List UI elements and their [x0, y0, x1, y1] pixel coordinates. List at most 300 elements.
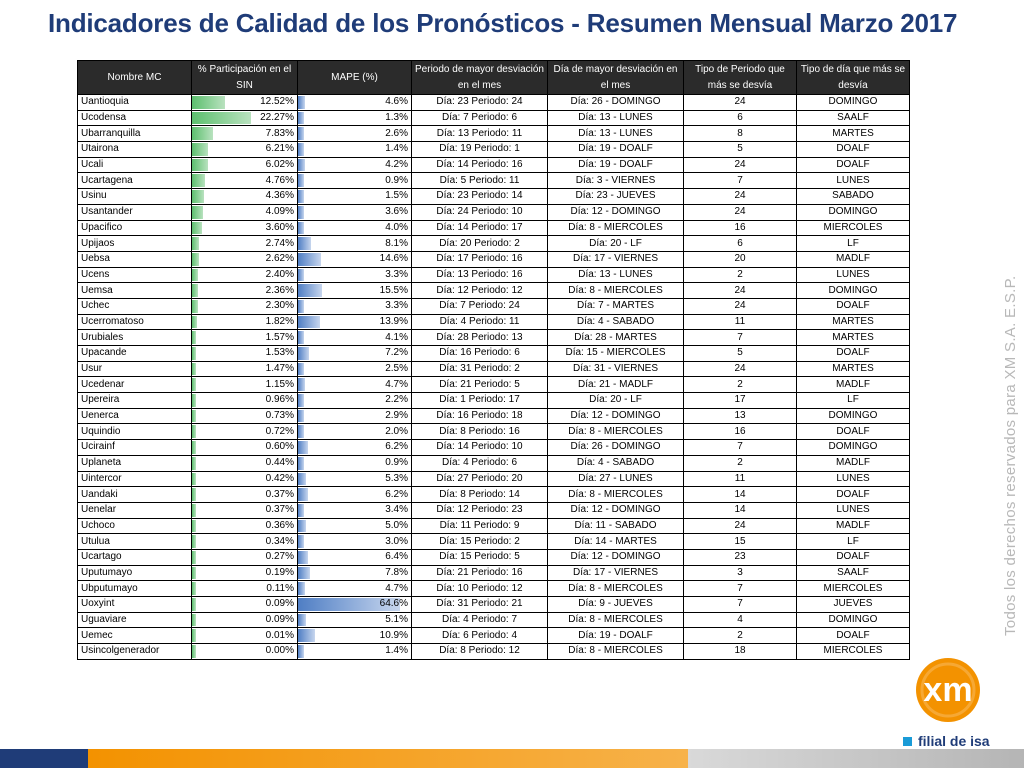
participacion-value: 0.60% [265, 441, 294, 453]
cell-tipo-dia: SAALF [797, 565, 910, 581]
mape-value: 2.6% [385, 127, 408, 139]
footer-segment-blue [0, 749, 88, 768]
mape-data-bar [298, 96, 305, 109]
header-participacion: % Participación en el SIN [192, 61, 298, 95]
cell-tipo-dia: DOALF [797, 157, 910, 173]
participacion-value: 0.01% [265, 629, 294, 641]
cell-nombre-mc: Uenelar [78, 502, 192, 518]
cell-mape [298, 298, 412, 314]
participacion-data-bar [192, 300, 198, 313]
subsidiary-label [903, 733, 990, 749]
cell-mape [298, 597, 412, 613]
cell-participacion [192, 502, 298, 518]
mape-data-bar [298, 269, 304, 282]
cell-dia-desviacion: Día: 28 - MARTES [548, 330, 684, 346]
cell-tipo-periodo: 7 [684, 330, 797, 346]
participacion-value: 0.19% [265, 566, 294, 578]
participacion-value: 0.72% [265, 425, 294, 437]
cell-tipo-dia: DOMINGO [797, 204, 910, 220]
cell-mape [298, 314, 412, 330]
cell-nombre-mc: Uoxyint [78, 597, 192, 613]
participacion-value: 22.27% [260, 112, 294, 124]
participacion-value: 0.27% [265, 551, 294, 563]
cell-periodo-desviacion: Día: 24 Periodo: 10 [412, 204, 548, 220]
cell-nombre-mc: Ucartago [78, 549, 192, 565]
cell-dia-desviacion: Día: 3 - VIERNES [548, 173, 684, 189]
mape-data-bar [298, 237, 311, 250]
cell-participacion [192, 487, 298, 503]
participacion-data-bar [192, 629, 196, 642]
cell-tipo-periodo: 24 [684, 204, 797, 220]
mape-value: 1.3% [385, 112, 408, 124]
mape-value: 4.1% [385, 331, 408, 343]
cell-mape [298, 424, 412, 440]
cell-dia-desviacion: Día: 19 - DOALF [548, 628, 684, 644]
cell-dia-desviacion: Día: 19 - DOALF [548, 142, 684, 158]
mape-value: 6.2% [385, 488, 408, 500]
cell-tipo-periodo: 7 [684, 440, 797, 456]
cell-dia-desviacion: Día: 8 - MIERCOLES [548, 612, 684, 628]
mape-value: 6.4% [385, 551, 408, 563]
cell-nombre-mc: Uquindio [78, 424, 192, 440]
mape-data-bar [298, 645, 304, 658]
cell-mape [298, 346, 412, 362]
forecast-quality-table [77, 60, 910, 660]
cell-periodo-desviacion: Día: 8 Periodo: 14 [412, 487, 548, 503]
mape-value: 4.0% [385, 221, 408, 233]
mape-value: 7.8% [385, 566, 408, 578]
mape-data-bar [298, 425, 304, 438]
cell-periodo-desviacion: Día: 12 Periodo: 12 [412, 283, 548, 299]
cell-tipo-dia: MARTES [797, 361, 910, 377]
cell-mape [298, 471, 412, 487]
cell-participacion [192, 204, 298, 220]
cell-tipo-periodo: 8 [684, 126, 797, 142]
cell-nombre-mc: Uantioquia [78, 95, 192, 111]
mape-data-bar [298, 127, 304, 140]
cell-mape [298, 236, 412, 252]
mape-value: 8.1% [385, 237, 408, 249]
mape-data-bar [298, 363, 304, 376]
participacion-data-bar [192, 316, 197, 329]
cell-mape [298, 393, 412, 409]
cell-dia-desviacion: Día: 13 - LUNES [548, 126, 684, 142]
cell-dia-desviacion: Día: 15 - MIERCOLES [548, 346, 684, 362]
cell-nombre-mc: Uplaneta [78, 455, 192, 471]
cell-participacion [192, 471, 298, 487]
table-row [78, 142, 910, 158]
cell-dia-desviacion: Día: 8 - MIERCOLES [548, 220, 684, 236]
mape-value: 10.9% [379, 629, 408, 641]
mape-value: 2.9% [385, 410, 408, 422]
cell-periodo-desviacion: Día: 13 Periodo: 16 [412, 267, 548, 283]
mape-data-bar [298, 174, 304, 187]
cell-nombre-mc: Ucartagena [78, 173, 192, 189]
cell-periodo-desviacion: Día: 27 Periodo: 20 [412, 471, 548, 487]
cell-tipo-periodo: 7 [684, 581, 797, 597]
mape-data-bar [298, 488, 308, 501]
mape-data-bar [298, 567, 310, 580]
cell-tipo-dia: MIERCOLES [797, 644, 910, 660]
cell-dia-desviacion: Día: 12 - DOMINGO [548, 549, 684, 565]
cell-periodo-desviacion: Día: 23 Periodo: 24 [412, 95, 548, 111]
cell-dia-desviacion: Día: 12 - DOMINGO [548, 502, 684, 518]
cell-tipo-dia: SABADO [797, 189, 910, 205]
cell-periodo-desviacion: Día: 6 Periodo: 4 [412, 628, 548, 644]
table-row [78, 330, 910, 346]
cell-dia-desviacion: Día: 8 - MIERCOLES [548, 644, 684, 660]
cell-tipo-periodo: 7 [684, 597, 797, 613]
cell-nombre-mc: Upacifico [78, 220, 192, 236]
cell-tipo-periodo: 13 [684, 408, 797, 424]
mape-value: 15.5% [379, 284, 408, 296]
cell-tipo-periodo: 24 [684, 157, 797, 173]
table-row [78, 283, 910, 299]
cell-nombre-mc: Uguaviare [78, 612, 192, 628]
cell-nombre-mc: Utairona [78, 142, 192, 158]
cell-tipo-periodo: 24 [684, 518, 797, 534]
cell-periodo-desviacion: Día: 5 Periodo: 11 [412, 173, 548, 189]
mape-data-bar [298, 551, 308, 564]
cell-nombre-mc: Ucerromatoso [78, 314, 192, 330]
cell-mape [298, 628, 412, 644]
cell-participacion [192, 126, 298, 142]
participacion-data-bar [192, 112, 251, 125]
cell-participacion [192, 142, 298, 158]
subsidiary-text: filial de isa [918, 733, 990, 749]
table-row [78, 502, 910, 518]
cell-tipo-periodo: 15 [684, 534, 797, 550]
cell-nombre-mc: Ucedenar [78, 377, 192, 393]
mape-data-bar [298, 582, 305, 595]
mape-value: 2.0% [385, 425, 408, 437]
cell-mape [298, 487, 412, 503]
cell-periodo-desviacion: Día: 7 Periodo: 24 [412, 298, 548, 314]
cell-tipo-dia: MADLF [797, 518, 910, 534]
cell-tipo-dia: LUNES [797, 502, 910, 518]
cell-tipo-dia: MARTES [797, 314, 910, 330]
cell-nombre-mc: Ubarranquilla [78, 126, 192, 142]
cell-dia-desviacion: Día: 20 - LF [548, 393, 684, 409]
cell-participacion [192, 330, 298, 346]
participacion-data-bar [192, 520, 196, 533]
table-row [78, 298, 910, 314]
cell-mape [298, 518, 412, 534]
participacion-value: 0.09% [265, 614, 294, 626]
cell-tipo-dia: LUNES [797, 173, 910, 189]
participacion-value: 0.37% [265, 488, 294, 500]
participacion-data-bar [192, 331, 196, 344]
participacion-value: 6.02% [265, 159, 294, 171]
cell-periodo-desviacion: Día: 4 Periodo: 11 [412, 314, 548, 330]
cell-tipo-periodo: 4 [684, 612, 797, 628]
participacion-data-bar [192, 425, 196, 438]
table-row [78, 612, 910, 628]
cell-mape [298, 549, 412, 565]
cell-tipo-dia: MADLF [797, 251, 910, 267]
cell-dia-desviacion: Día: 8 - MIERCOLES [548, 487, 684, 503]
participacion-value: 12.52% [260, 96, 294, 108]
cell-periodo-desviacion: Día: 12 Periodo: 23 [412, 502, 548, 518]
mape-data-bar [298, 457, 304, 470]
participacion-data-bar [192, 410, 196, 423]
table-row [78, 565, 910, 581]
cell-dia-desviacion: Día: 4 - SABADO [548, 455, 684, 471]
cell-dia-desviacion: Día: 12 - DOMINGO [548, 204, 684, 220]
mape-value: 4.6% [385, 96, 408, 108]
cell-tipo-periodo: 24 [684, 298, 797, 314]
participacion-data-bar [192, 378, 196, 391]
participacion-value: 0.42% [265, 472, 294, 484]
mape-data-bar [298, 378, 305, 391]
mape-data-bar [298, 159, 305, 172]
mape-data-bar [298, 253, 321, 266]
participacion-value: 0.09% [265, 598, 294, 610]
mape-data-bar [298, 410, 304, 423]
cell-tipo-periodo: 20 [684, 251, 797, 267]
cell-dia-desviacion: Día: 19 - DOALF [548, 157, 684, 173]
cell-nombre-mc: Uchec [78, 298, 192, 314]
cell-tipo-dia: DOALF [797, 142, 910, 158]
cell-tipo-dia: LF [797, 534, 910, 550]
cell-nombre-mc: Ucirainf [78, 440, 192, 456]
cell-dia-desviacion: Día: 13 - LUNES [548, 110, 684, 126]
cell-tipo-dia: LUNES [797, 471, 910, 487]
mape-value: 3.0% [385, 535, 408, 547]
cell-nombre-mc: Usincolgenerador [78, 644, 192, 660]
mape-data-bar [298, 284, 322, 297]
cell-tipo-periodo: 5 [684, 346, 797, 362]
table-row [78, 518, 910, 534]
participacion-value: 6.21% [265, 143, 294, 155]
cell-tipo-periodo: 3 [684, 565, 797, 581]
cell-participacion [192, 612, 298, 628]
cell-nombre-mc: Usinu [78, 189, 192, 205]
participacion-data-bar [192, 96, 225, 109]
mape-data-bar [298, 300, 304, 313]
cell-tipo-periodo: 24 [684, 189, 797, 205]
mape-value: 14.6% [379, 253, 408, 265]
participacion-data-bar [192, 457, 196, 470]
cell-mape [298, 408, 412, 424]
cell-dia-desviacion: Día: 26 - DOMINGO [548, 440, 684, 456]
participacion-data-bar [192, 190, 204, 203]
participacion-value: 4.36% [265, 190, 294, 202]
cell-tipo-dia: MIERCOLES [797, 220, 910, 236]
header-dia-desviacion: Día de mayor desviación en el mes [548, 61, 684, 95]
cell-mape [298, 440, 412, 456]
participacion-data-bar [192, 504, 196, 517]
cell-dia-desviacion: Día: 17 - VIERNES [548, 251, 684, 267]
footer-segment-orange [88, 749, 688, 768]
cell-periodo-desviacion: Día: 21 Periodo: 5 [412, 377, 548, 393]
cell-tipo-dia: MADLF [797, 455, 910, 471]
table-row [78, 455, 910, 471]
table-body [78, 95, 910, 660]
table-row [78, 534, 910, 550]
cell-tipo-periodo: 24 [684, 283, 797, 299]
cell-mape [298, 267, 412, 283]
table-row [78, 204, 910, 220]
cell-periodo-desviacion: Día: 14 Periodo: 16 [412, 157, 548, 173]
mape-data-bar [298, 614, 306, 627]
mape-value: 3.3% [385, 300, 408, 312]
cell-mape [298, 361, 412, 377]
cell-tipo-periodo: 24 [684, 95, 797, 111]
participacion-value: 0.11% [266, 582, 294, 594]
table-row [78, 408, 910, 424]
cell-tipo-dia: DOMINGO [797, 408, 910, 424]
cell-participacion [192, 283, 298, 299]
cell-mape [298, 142, 412, 158]
participacion-value: 0.00% [265, 645, 294, 657]
cell-nombre-mc: Usantander [78, 204, 192, 220]
table-row [78, 644, 910, 660]
mape-data-bar [298, 535, 304, 548]
table-row [78, 361, 910, 377]
mape-data-bar [298, 331, 304, 344]
participacion-data-bar [192, 567, 196, 580]
cell-participacion [192, 628, 298, 644]
cell-participacion [192, 424, 298, 440]
table-row [78, 440, 910, 456]
cell-tipo-periodo: 14 [684, 487, 797, 503]
header-tipo-dia: Tipo de día que más se desvía [797, 61, 910, 95]
cell-dia-desviacion: Día: 4 - SABADO [548, 314, 684, 330]
cell-nombre-mc: Uchoco [78, 518, 192, 534]
cell-dia-desviacion: Día: 13 - LUNES [548, 267, 684, 283]
cell-nombre-mc: Uintercor [78, 471, 192, 487]
cell-participacion [192, 267, 298, 283]
cell-tipo-dia: DOMINGO [797, 283, 910, 299]
mape-data-bar [298, 473, 306, 486]
page-title: Indicadores de Calidad de los Pronósticos - Resumen Mensual Marzo 2017 [48, 8, 958, 38]
table-row [78, 581, 910, 597]
cell-participacion [192, 236, 298, 252]
cell-tipo-dia: LF [797, 236, 910, 252]
cell-periodo-desviacion: Día: 16 Periodo: 18 [412, 408, 548, 424]
header-tipo-periodo: Tipo de Periodo que más se desvía [684, 61, 797, 95]
cell-dia-desviacion: Día: 8 - MIERCOLES [548, 283, 684, 299]
participacion-value: 3.60% [265, 221, 294, 233]
logo-text: xm [923, 671, 973, 709]
mape-data-bar [298, 143, 304, 156]
table-row [78, 393, 910, 409]
cell-periodo-desviacion: Día: 21 Periodo: 16 [412, 565, 548, 581]
cell-participacion [192, 95, 298, 111]
participacion-value: 0.37% [265, 504, 294, 516]
cell-dia-desviacion: Día: 9 - JUEVES [548, 597, 684, 613]
cell-tipo-dia: DOMINGO [797, 95, 910, 111]
mape-data-bar [298, 206, 304, 219]
participacion-value: 7.83% [265, 127, 294, 139]
cell-participacion [192, 346, 298, 362]
cell-tipo-dia: SAALF [797, 110, 910, 126]
table-row [78, 314, 910, 330]
cell-nombre-mc: Uemsa [78, 283, 192, 299]
footer-color-bar [0, 749, 1024, 768]
cell-mape [298, 565, 412, 581]
cell-periodo-desviacion: Día: 10 Periodo: 12 [412, 581, 548, 597]
cell-participacion [192, 377, 298, 393]
cell-periodo-desviacion: Día: 31 Periodo: 2 [412, 361, 548, 377]
cell-participacion [192, 393, 298, 409]
mape-value: 1.4% [385, 143, 408, 155]
cell-nombre-mc: Ucens [78, 267, 192, 283]
cell-periodo-desviacion: Día: 13 Periodo: 11 [412, 126, 548, 142]
participacion-data-bar [192, 174, 205, 187]
cell-dia-desviacion: Día: 8 - MIERCOLES [548, 424, 684, 440]
table-row [78, 267, 910, 283]
participacion-data-bar [192, 253, 199, 266]
mape-value: 4.7% [385, 378, 408, 390]
table-row [78, 236, 910, 252]
participacion-value: 0.44% [265, 457, 294, 469]
table-row [78, 157, 910, 173]
cell-tipo-periodo: 5 [684, 142, 797, 158]
cell-periodo-desviacion: Día: 1 Periodo: 17 [412, 393, 548, 409]
cell-participacion [192, 220, 298, 236]
cell-tipo-periodo: 11 [684, 471, 797, 487]
cell-nombre-mc: Usur [78, 361, 192, 377]
isa-square-icon [903, 737, 912, 746]
cell-participacion [192, 440, 298, 456]
cell-tipo-dia: JUEVES [797, 597, 910, 613]
participacion-data-bar [192, 551, 196, 564]
participacion-data-bar [192, 237, 199, 250]
cell-participacion [192, 298, 298, 314]
cell-tipo-dia: DOALF [797, 549, 910, 565]
copyright-note: Todos los derechos reservados para XM S.A. E.S.P. [1002, 275, 1019, 636]
participacion-data-bar [192, 582, 196, 595]
cell-tipo-periodo: 17 [684, 393, 797, 409]
participacion-data-bar [192, 206, 203, 219]
cell-tipo-periodo: 18 [684, 644, 797, 660]
participacion-value: 2.36% [265, 284, 294, 296]
mape-value: 4.2% [385, 159, 408, 171]
participacion-value: 1.47% [265, 363, 294, 375]
participacion-value: 1.15% [265, 378, 294, 390]
cell-periodo-desviacion: Día: 15 Periodo: 5 [412, 549, 548, 565]
cell-tipo-periodo: 14 [684, 502, 797, 518]
participacion-data-bar [192, 614, 196, 627]
mape-value: 6.2% [385, 441, 408, 453]
cell-periodo-desviacion: Día: 4 Periodo: 7 [412, 612, 548, 628]
cell-participacion [192, 518, 298, 534]
cell-mape [298, 189, 412, 205]
table-row [78, 251, 910, 267]
cell-mape [298, 644, 412, 660]
cell-tipo-dia: DOALF [797, 628, 910, 644]
cell-mape [298, 534, 412, 550]
participacion-data-bar [192, 284, 198, 297]
cell-tipo-dia: LUNES [797, 267, 910, 283]
cell-dia-desviacion: Día: 20 - LF [548, 236, 684, 252]
cell-dia-desviacion: Día: 14 - MARTES [548, 534, 684, 550]
cell-dia-desviacion: Día: 21 - MADLF [548, 377, 684, 393]
cell-periodo-desviacion: Día: 20 Periodo: 2 [412, 236, 548, 252]
mape-value: 1.5% [385, 190, 408, 202]
cell-periodo-desviacion: Día: 14 Periodo: 17 [412, 220, 548, 236]
table-row [78, 220, 910, 236]
cell-dia-desviacion: Día: 27 - LUNES [548, 471, 684, 487]
cell-dia-desviacion: Día: 11 - SABADO [548, 518, 684, 534]
cell-nombre-mc: Ucali [78, 157, 192, 173]
cell-dia-desviacion: Día: 31 - VIERNES [548, 361, 684, 377]
cell-tipo-dia: DOALF [797, 487, 910, 503]
mape-value: 4.7% [385, 582, 408, 594]
participacion-value: 0.36% [265, 519, 294, 531]
